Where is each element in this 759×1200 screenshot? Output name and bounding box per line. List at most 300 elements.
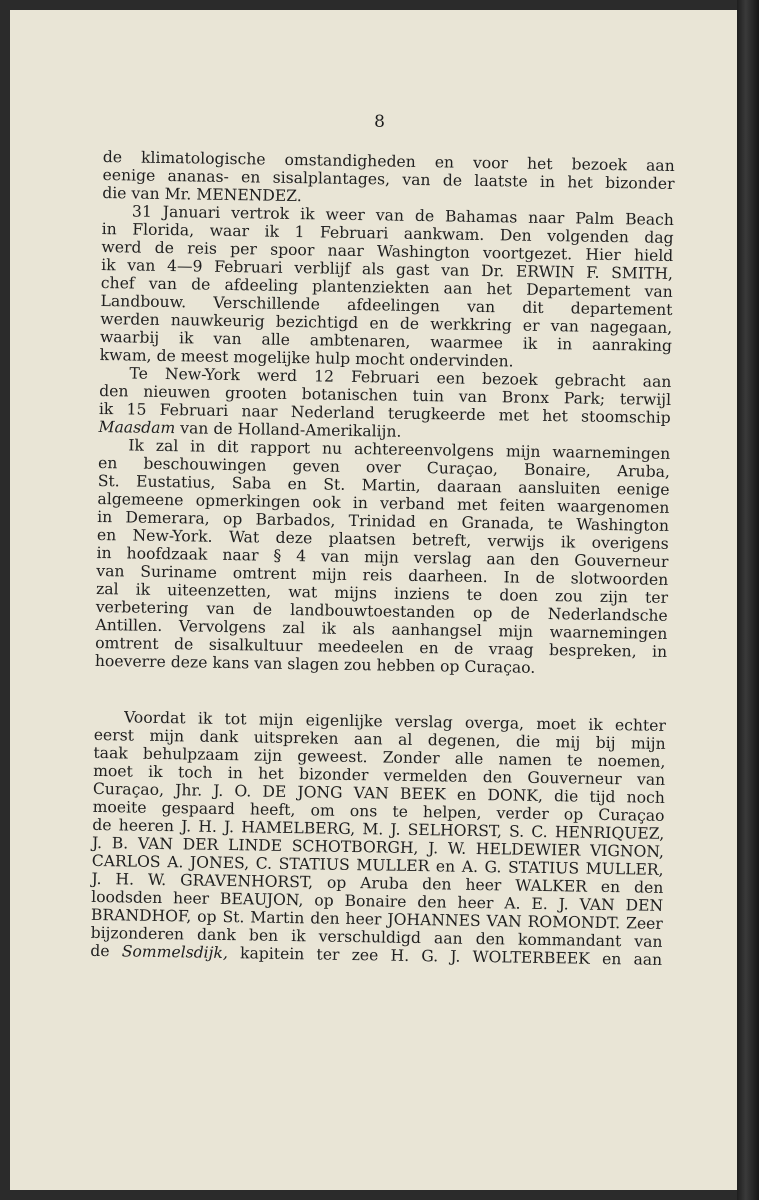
word: gebracht [554, 371, 626, 391]
word: het [526, 154, 553, 174]
word: op [563, 805, 584, 824]
word: Eustatius, [135, 472, 216, 492]
word: algemeene [97, 489, 184, 510]
word: Maasdam [98, 417, 176, 438]
word: bijzonderen [90, 923, 185, 944]
word: aan [642, 372, 672, 391]
word: van [550, 317, 580, 336]
word: in [557, 335, 573, 354]
word: vraag [488, 640, 534, 659]
word: ter [644, 588, 669, 607]
word: St. [222, 907, 245, 927]
word: WALKER [515, 876, 588, 896]
word: Januari [162, 202, 221, 222]
word: in [97, 507, 113, 527]
word: en [96, 525, 117, 545]
word: nu [321, 439, 343, 458]
word: waarnemingen [549, 623, 668, 643]
word: mijns [334, 583, 378, 603]
word: HELDEWIER [475, 839, 581, 860]
word: den [633, 878, 664, 897]
word: bezoek [481, 369, 538, 389]
word: Te [129, 364, 149, 383]
word: omtrent [95, 633, 159, 653]
word: van [634, 932, 663, 951]
word: naar [528, 208, 565, 228]
word: en [97, 453, 118, 473]
word: Aruba, [616, 462, 671, 481]
word: BEEK [399, 784, 446, 804]
word: J. [91, 869, 102, 889]
word: ook [312, 493, 341, 512]
word: J. [181, 817, 192, 836]
word: J. [213, 781, 224, 800]
word: bezoek [571, 155, 628, 175]
word: grooten [224, 383, 288, 403]
word: naar [327, 241, 364, 261]
word: aanraking [591, 335, 673, 355]
word: Curaçao, [92, 779, 165, 800]
word: de [213, 419, 233, 439]
word: de [414, 206, 435, 226]
word: afdeelingen [346, 295, 441, 316]
paragraph-1 [102, 148, 675, 211]
word: Demerara, [125, 508, 210, 528]
word: SCHOTBORGH, [291, 837, 419, 858]
word: Sommelsdijk, [121, 942, 229, 963]
word: St. [323, 475, 346, 494]
word: daarheen. [408, 566, 488, 587]
word: WOLTERBEEK [472, 947, 590, 968]
word: mijn [149, 726, 185, 746]
word: Washington [576, 515, 670, 535]
word: heer [465, 875, 502, 895]
word: den [475, 929, 506, 949]
word: den [310, 909, 340, 928]
word: de [102, 148, 123, 167]
word: Mr. [164, 184, 192, 204]
word: beschouwingen [143, 454, 267, 475]
word: slotwoorden [570, 569, 669, 589]
word: achtereenvolgens [353, 439, 495, 461]
word: noch [626, 788, 665, 807]
word: ananas- [167, 167, 229, 186]
word: LINDE [227, 836, 283, 855]
word: sisalkultuur [208, 635, 303, 656]
word: eenige [616, 480, 670, 499]
word: opmerkingen [195, 491, 301, 512]
word: in [101, 219, 117, 239]
word: O. [234, 782, 252, 801]
word: hebben [376, 656, 436, 676]
word: bizonder [298, 765, 369, 785]
word: C. [255, 854, 273, 873]
word: J. [91, 833, 103, 853]
word: Zonder [382, 748, 440, 768]
word: op [472, 603, 493, 623]
word: heer [172, 889, 210, 908]
word: ben [248, 926, 279, 945]
word: toch [177, 763, 213, 782]
word: aanhangsel [391, 620, 482, 641]
word: waargenomen [557, 497, 670, 517]
word: HENRIQUEZ, [554, 823, 665, 843]
word: ik [588, 715, 603, 734]
word: zijn [599, 587, 629, 607]
word: en [369, 314, 389, 333]
word: Beach [625, 210, 675, 229]
word: in [651, 642, 668, 661]
word: BRANDHOF, [90, 905, 192, 926]
word: met [456, 495, 488, 515]
word: voortgezet. [482, 243, 573, 264]
word: J. [223, 817, 235, 837]
word: de [173, 635, 194, 654]
word: zal [155, 436, 179, 456]
word: voor [472, 153, 509, 173]
word: werden [100, 309, 160, 329]
word: van [206, 599, 235, 619]
word: aan [443, 279, 473, 298]
word: G. [484, 858, 502, 877]
word: botanischen [301, 385, 398, 405]
word: dag [644, 228, 674, 247]
word: 12 [313, 367, 335, 386]
word: VAN [137, 834, 174, 854]
word: gespaard [161, 799, 236, 819]
word: de [535, 568, 555, 588]
word: gast [395, 260, 430, 280]
word: 4—9 [166, 257, 203, 276]
word: de [252, 600, 273, 619]
word: in [539, 172, 556, 192]
word: aan [486, 550, 516, 569]
word: uitspreken [253, 728, 339, 748]
word: echter [614, 716, 667, 735]
word: al [397, 730, 413, 749]
word: ik [148, 762, 163, 782]
word: het [258, 764, 284, 783]
word: Suriname [140, 562, 218, 582]
word: Zeer [625, 914, 663, 933]
word: den [482, 768, 513, 787]
word: weer [325, 205, 365, 225]
word: ik [321, 619, 337, 638]
word: op [439, 657, 460, 676]
word: de [191, 275, 211, 294]
paragraph-2 [100, 202, 674, 373]
word: kapitein [239, 944, 305, 964]
word: H. [115, 870, 135, 889]
word: Antillen. [95, 615, 163, 635]
word: en [435, 857, 456, 876]
word: verschuldigd [318, 927, 422, 948]
word: feiten [499, 496, 546, 515]
word: Barbados, [255, 510, 336, 530]
word: Landbouw. [100, 291, 187, 312]
word: er [522, 316, 540, 335]
word: mij [555, 733, 581, 752]
word: verwijs [487, 532, 545, 551]
word: S. [508, 822, 525, 841]
word: A. [504, 894, 521, 913]
word: kans [212, 653, 250, 673]
word: J. [450, 947, 461, 966]
word: te [392, 802, 409, 821]
word: spoor [270, 240, 315, 260]
word: Gouverneur [527, 768, 622, 789]
word: in [352, 493, 369, 513]
word: New-York [164, 365, 241, 385]
word: F. [586, 263, 600, 282]
word: te [566, 751, 583, 770]
word: bij [595, 733, 616, 753]
word: verband [379, 494, 445, 514]
word: A. [461, 857, 479, 876]
word: als [361, 260, 385, 279]
word: te [547, 515, 564, 534]
word: vertrok [231, 204, 290, 223]
word: heer [345, 909, 382, 929]
word: als [352, 619, 376, 639]
word: en [600, 877, 621, 897]
word: waarmee [430, 333, 504, 353]
word: W. [147, 870, 167, 890]
word: JONG [297, 783, 343, 802]
word: en [419, 639, 439, 658]
word: CARLOS [91, 851, 161, 871]
word: St. [97, 471, 120, 491]
word: van [148, 274, 178, 294]
word: geven [292, 457, 340, 476]
word: 31 [131, 202, 152, 221]
word: DEN [625, 896, 664, 915]
word: ik [264, 222, 280, 241]
word: de [453, 639, 474, 658]
word: J. [558, 895, 569, 914]
word: aansluiten [518, 478, 601, 498]
word: den [417, 893, 447, 912]
word: G. [421, 947, 439, 966]
word: namen [498, 750, 552, 770]
word: overga, [464, 713, 525, 733]
word: betreft, [412, 530, 472, 550]
word: nagegaan, [589, 317, 673, 337]
word: klimatologische [140, 148, 266, 169]
word: per [230, 240, 258, 259]
word: den [99, 381, 129, 401]
word: chef [100, 273, 135, 293]
word: en [240, 168, 261, 187]
word: A. [167, 853, 184, 872]
word: Departement [526, 280, 631, 301]
word: landbouwtoestanden [290, 600, 456, 622]
word: DER [182, 835, 219, 854]
word: den [529, 550, 560, 570]
word: mocht [355, 349, 405, 369]
word: verslag [413, 548, 472, 568]
paragraph-4 [95, 436, 671, 679]
word: wat [288, 582, 318, 602]
word: alle [261, 330, 291, 349]
word: ik [98, 399, 114, 419]
word: zou [343, 655, 372, 675]
word: Granada, [461, 513, 535, 533]
word: ter [316, 945, 340, 964]
word: plantenziekten [312, 277, 430, 298]
word: op [197, 907, 217, 926]
word: van [213, 329, 242, 349]
word: en [287, 474, 307, 494]
word: meedeelen [317, 637, 404, 657]
paragraph-5 [90, 708, 666, 969]
word: mijn [258, 710, 294, 730]
word: Nederland [290, 402, 375, 423]
word: en [428, 513, 449, 532]
word: H. [198, 817, 218, 836]
word: MULLER, [585, 859, 664, 879]
word: aan [633, 950, 663, 969]
word: afdeeling [224, 275, 299, 296]
word: van [127, 256, 156, 275]
word: ambtenaren, [309, 331, 411, 351]
word: J. [390, 820, 401, 839]
word: Ik [128, 436, 145, 455]
word: eerst [93, 725, 135, 745]
word: van [375, 206, 405, 225]
word: en [601, 949, 622, 969]
word: Februari [319, 223, 389, 243]
word: nieuwen [143, 382, 211, 402]
word: Park; [563, 389, 606, 408]
word: van [131, 184, 160, 203]
word: van [320, 547, 350, 566]
word: ons [349, 801, 378, 821]
word: dank [196, 925, 237, 945]
word: B. [111, 834, 129, 853]
word: van [402, 170, 431, 190]
word: mijn [630, 734, 666, 753]
word: Wat [228, 528, 260, 547]
word: mijn [498, 622, 534, 641]
word: terwijl [619, 390, 672, 409]
word: de [510, 604, 530, 623]
word: de [92, 815, 112, 835]
word: verder [496, 804, 549, 824]
word: slagen [287, 654, 340, 674]
word: tuin [412, 386, 445, 406]
word: van [441, 261, 470, 280]
word: op [314, 891, 334, 910]
word: zal [95, 579, 119, 599]
word: van [254, 654, 283, 673]
word: mogelijke [233, 348, 311, 368]
word: VAN [486, 912, 522, 931]
word: van [96, 561, 125, 581]
word: ik [522, 334, 538, 353]
word: aan [353, 730, 383, 749]
word: aankwam. [403, 224, 485, 244]
word: werd [256, 366, 298, 386]
word: Holland-Amerikalijn. [237, 420, 402, 441]
word: VAN [579, 895, 615, 915]
word: van [180, 419, 209, 438]
word: behulpzaam [142, 744, 239, 765]
word: 4 [296, 547, 307, 566]
word: Florida, [132, 220, 195, 240]
word: tijd [589, 787, 616, 807]
word: het [567, 173, 594, 192]
word: de [399, 314, 420, 333]
word: overigens [591, 533, 669, 553]
word: taak [93, 743, 128, 763]
word: verbetering [95, 597, 189, 618]
word: Nederlandsche [547, 605, 668, 625]
book-spine [737, 0, 759, 1200]
word: mijn [311, 565, 347, 584]
word: uiteenzetten, [167, 581, 272, 601]
word: van [644, 282, 673, 301]
word: het [542, 406, 568, 426]
word: MENENDEZ. [196, 185, 302, 206]
word: waarnemingen [552, 443, 671, 463]
word: HAMELBERG, [241, 818, 356, 839]
paragraph-3 [98, 364, 671, 445]
word: moet [536, 714, 577, 734]
word: Jhr. [175, 781, 203, 800]
word: hoofdzaak [126, 544, 208, 564]
word: van [636, 770, 666, 789]
word: New-York. [132, 526, 213, 546]
word: op [222, 509, 243, 529]
word: dit [522, 298, 544, 317]
word: VAN [353, 784, 389, 803]
word: STATIUS [507, 858, 580, 878]
word: hoeverre [94, 651, 166, 672]
word: aan [645, 156, 675, 175]
word: Aruba [360, 874, 409, 893]
word: met [498, 406, 530, 425]
word: ik [560, 533, 576, 552]
word: aan [433, 929, 463, 948]
word: heeren [118, 816, 175, 836]
body-text [90, 148, 675, 969]
word: Martin, [361, 476, 421, 496]
word: SELHORST, [407, 820, 503, 841]
word: Februari [159, 400, 229, 420]
word: omtrent [232, 564, 297, 584]
word: rapport [250, 438, 311, 458]
word: reis [187, 239, 218, 258]
word: Dr. [480, 261, 505, 281]
word: moet [93, 761, 134, 781]
word: den [422, 875, 452, 894]
word: In [503, 568, 520, 587]
word: Bonaire [344, 891, 407, 911]
word: Februari [350, 367, 420, 387]
word: Curaçao, [426, 459, 499, 479]
word: dank [199, 727, 239, 747]
word: doen [499, 586, 539, 605]
word: departement [570, 299, 673, 319]
word: ROMONDT. [527, 912, 621, 933]
word: daaraan [436, 477, 502, 497]
word: hield [633, 246, 674, 265]
word: om [310, 801, 335, 820]
word: degenen, [427, 731, 501, 751]
word: deze [275, 528, 313, 548]
word: en [456, 785, 477, 804]
